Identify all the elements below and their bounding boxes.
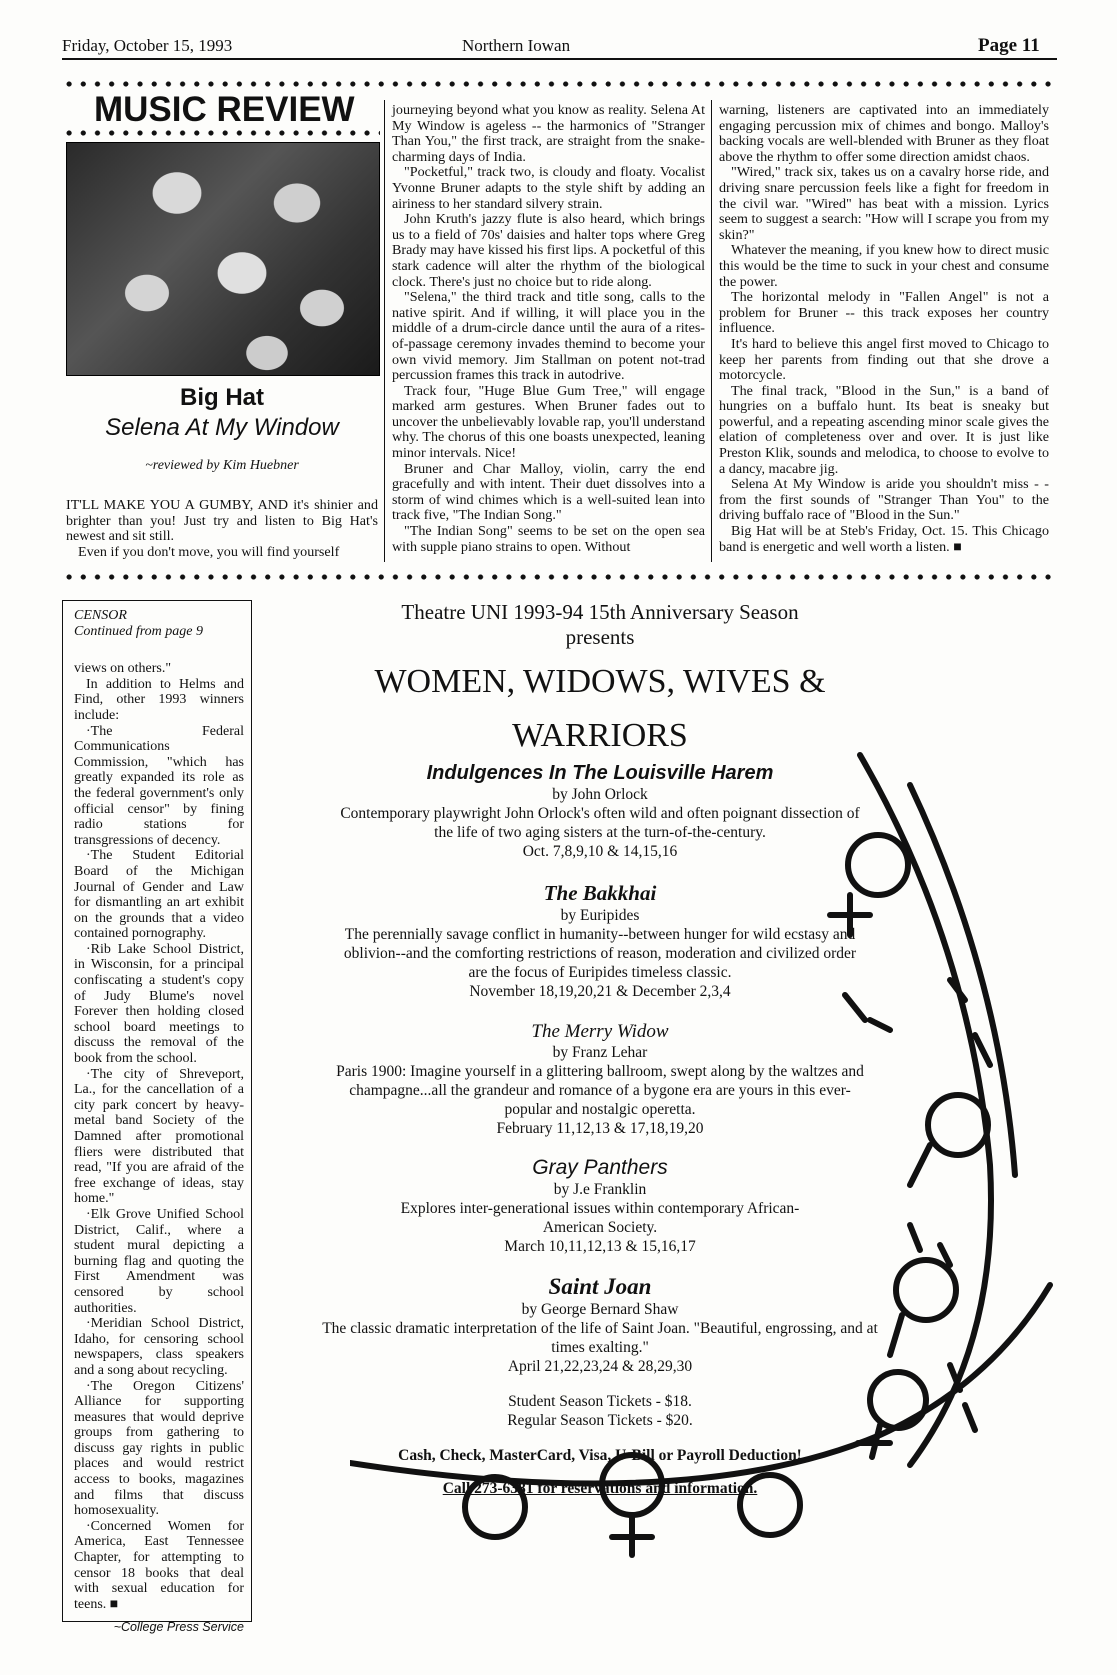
censor-column (74, 608, 244, 1636)
gender-symbols-art (350, 745, 1057, 1630)
show-author: by Franz Lehar (552, 1044, 648, 1061)
header-rule (62, 58, 1057, 60)
show-dates: April 21,22,23,24 & 28,29,30 (507, 1358, 693, 1375)
reservation-line: Call 273-6381 for reservations and information. (442, 1480, 758, 1497)
show-author: by J.e Franklin (553, 1181, 647, 1198)
symbol-circle (870, 1372, 926, 1428)
show-title: Indulgences In The Louisville Harem (426, 762, 774, 784)
payment-methods: Cash, Check, MasterCard, Visa, U-Bill or Payroll Deduction! (398, 1447, 802, 1464)
review-column-3 (719, 103, 1049, 555)
show-description: Explores inter-generational issues within contemporary African-American Society. (400, 1200, 800, 1236)
symbol-circle (896, 1260, 956, 1320)
censor-paragraph: ·Concerned Women for America, East Tennessee Chapter, for attempting to censor 18 books that deal with sexual education for teens. ■ (74, 1518, 244, 1612)
censor-paragraph: ·Rib Lake School District, in Wisconsin, for a principal confiscating a student's copy of Judy Blume's novel Forever then holding closed school board meetings to discuss the removal of the book from the school. (74, 941, 244, 1067)
censor-paragraph: ·The city of Shreveport, La., for the cancellation of a city park concert by heavy-metal band Society of the Damned after promotional fliers were distributed that read, "If you are afraid of the free exchange of ideas, stay home." (74, 1066, 244, 1207)
review-paragraph: It's hard to believe this angel first moved to Chicago to keep her parents from finding out that she drove a motorcycle. (719, 335, 1049, 384)
review-paragraph: Even if you don't move, you will find yourself (78, 543, 340, 560)
symbol-circle (740, 1475, 800, 1535)
show-author: by George Bernard Shaw (521, 1301, 679, 1318)
music-review-kicker: MUSIC REVIEW (94, 90, 355, 129)
column-rule (711, 100, 712, 562)
cross-line (910, 1145, 930, 1185)
band-name: Big Hat (180, 384, 264, 411)
regular-tickets: Regular Season Tickets - $20. (507, 1412, 693, 1429)
review-paragraph: "Pocketful," track two, is cloudy and floaty. Vocalist Yvonne Bruner adapts to the style shift by adding an airiness to her standard silvery strain. (392, 164, 705, 212)
ad-title-line-2: WARRIORS (512, 717, 688, 754)
band-photo (66, 142, 380, 376)
review-byline: ~reviewed by Kim Huebner (145, 458, 299, 473)
arc-line (910, 785, 1015, 1175)
review-paragraph: The horizontal melody in "Fallen Angel" is not a problem for Bruner -- this track exposes her country influence. (719, 289, 1049, 337)
show-title: The Merry Widow (531, 1021, 669, 1042)
student-tickets: Student Season Tickets - $18. (508, 1393, 692, 1410)
symbol-circle (928, 1095, 988, 1155)
review-paragraph: "The Indian Song" seems to be set on the open sea with supple piano strains to open. Without (392, 523, 705, 555)
show-dates: Oct. 7,8,9,10 & 14,15,16 (522, 843, 678, 860)
review-paragraph: Big Hat will be at Steb's Friday, Oct. 15. This Chicago band is energetic and well worth a listen. ■ (719, 523, 1049, 555)
censor-paragraph: ·The Federal Communications Commission, "which has greatly expanded its role as the federal government's only official censor" by fining radio stations for transgressions of decency. (74, 723, 244, 848)
page-number: Page 11 (978, 35, 1040, 56)
censor-paragraph: In addition to Helms and Find, other 1993 winners include: (74, 676, 244, 723)
ad-presents: presents (565, 625, 635, 649)
review-column-2 (392, 103, 705, 555)
review-paragraph: John Kruth's jazzy flute is also heard, which brings us to a field of 70s' daisies and halter tops where Greg Brady may have kissed his first lips. A pocketful of this stark cadence will alter the rhythm of the biological clock. There's just no choice but to ride along. (392, 211, 705, 290)
review-paragraph: IT'LL MAKE YOU A GUMBY, AND it's shinier and brighter than you! Just try and listen to Big Hat's newest and sit still. (66, 497, 378, 545)
review-paragraph: The final track, "Blood in the Sun," is a band of hungries on a buffalo hunt. Its beat is sneaky but powerful, and a repeating ascending minor scale gives the elation of completeness over and over. It is just like Preston Klik, sounds and melodica, to choose to evolve to a dancy, macabre jig. (719, 382, 1049, 477)
review-paragraph: "Selena," the third track and title song, calls to the native spirit. And if willing, it will place you in the middle of a drum-circle dance until the aura of a rites-of-passage ceremony invades themind to become your own vivid memory. Jim Stallman on potent not-trad percussion frames this track in autodrive. (392, 289, 705, 384)
show-author: by Euripides (560, 907, 640, 924)
censor-paragraph: ·The Student Editorial Board of the Michigan Journal of Gender and Law for dismantling an art exhibit on the grounds that a video contained pornography. (74, 848, 244, 942)
show-description: The classic dramatic interpretation of the life of Saint Joan. "Beautiful, engrossing, and at times exalting." (322, 1320, 878, 1356)
paper-name: Northern Iowan (462, 36, 571, 55)
kicker-dot-divider (62, 129, 380, 137)
show-title: Saint Joan (548, 1274, 652, 1299)
mid-dot-divider (62, 573, 1057, 581)
show-dates: February 11,12,13 & 17,18,19,20 (496, 1120, 704, 1137)
review-paragraph: "Wired," track six, takes us on a cavalry horse ride, and driving snare percussion feels like a fight for freedom in the civil war. "Wired" has beat with a mission. Lyrics seem to suggest a search: "How will I scrape you from my skin?" (719, 164, 1049, 243)
review-paragraph: Whatever the meaning, if you knew how to direct music this would be the time to suck in your chest and consume the power. (719, 242, 1049, 290)
censor-paragraph: views on others." (74, 661, 172, 677)
top-dot-divider (62, 80, 1057, 88)
column-rule (384, 100, 385, 562)
censor-head: CENSOR (74, 608, 127, 623)
show-title: The Bakkhai (543, 881, 657, 905)
censor-paragraph: ·Elk Grove Unified School District, Calif., where a student mural depicting a burning flag and quoting the First Amendment was censored by school authorities. (74, 1206, 244, 1316)
symbol-circle (465, 1477, 525, 1537)
review-paragraph: Track four, "Huge Blue Gum Tree," will engage marked arm gestures. When Bruner fades out to uncover the unbelievably lovable rap, you'll understand why. The chorus of this one boasts unexpected, leaning minor intervals. Nice! (392, 382, 705, 462)
dash-line (845, 995, 890, 1030)
ad-season-line: Theatre UNI 1993-94 15th Anniversary Season (401, 600, 799, 624)
show-author: by John Orlock (552, 786, 648, 803)
censor-continued: Continued from page 9 (74, 623, 203, 639)
ad-title-line-1: WOMEN, WIDOWS, WIVES & (374, 663, 826, 700)
review-column-1 (66, 498, 378, 560)
review-paragraph: Bruner and Char Malloy, violin, carry the end gracefully and with intent. Their duet dissolves into a storm of wind chimes which is a well-suited lean into track five, "The Indian Song." (392, 460, 705, 524)
show-dates: March 10,11,12,13 & 15,16,17 (504, 1238, 696, 1255)
review-paragraph: journeying beyond what you know as reality. Selena At My Window is ageless -- the harmonics of "Stranger Than You," the first track, are straight from the snake- charming days of India. (392, 102, 705, 165)
show-description: The perennially savage conflict in humanity--between hunger for wild ecstasy and oblivion--and the comforting restrictions of reason, moderation and civilized order are the focus of Euripides timeless classic. (343, 926, 857, 981)
album-title: Selena At My Window (105, 414, 339, 441)
cross-line (890, 1315, 902, 1355)
show-dates: November 18,19,20,21 & December 2,3,4 (469, 983, 731, 1000)
show-description: Contemporary playwright John Orlock's often wild and often poignant dissection of the life of two aging sisters at the turn-of-the-century. (340, 805, 860, 841)
review-paragraph: Selena At My Window is aride you shouldn't miss - - from the first sounds of "Stranger Than You" to the driving buffalo race of "Blood in the Sun." (719, 476, 1049, 524)
censor-paragraph: ·Meridian School District, Idaho, for censoring school newspapers, class speakers and a song about recycling. (74, 1316, 244, 1378)
show-title: Gray Panthers (532, 1156, 668, 1179)
arc-line (860, 755, 991, 1465)
symbol-circle (848, 835, 908, 895)
issue-date: Friday, October 15, 1993 (62, 36, 233, 55)
censor-paragraph: ·The Oregon Citizens' Alliance for supporting measures that would deprive groups from gathering to discuss gay rights in public places and would restrict access to books, magazines and films that discuss homosexuality. (74, 1378, 244, 1519)
show-description: Paris 1900: Imagine yourself in a glittering ballroom, swept along by the waltzes and champagne...all the grandeur and romance of a bygone era are yours in this ever-popular and nostalgic operetta. (336, 1063, 864, 1118)
review-paragraph: warning, listeners are captivated into an immediately engaging percussion mix of chimes and bongo. Malloy's backing vocals are well-blended with Bruner as they float above the rhythm to offer some direction amidst chaos. (719, 102, 1049, 165)
censor-credit: ~College Press Service (113, 1620, 244, 1635)
